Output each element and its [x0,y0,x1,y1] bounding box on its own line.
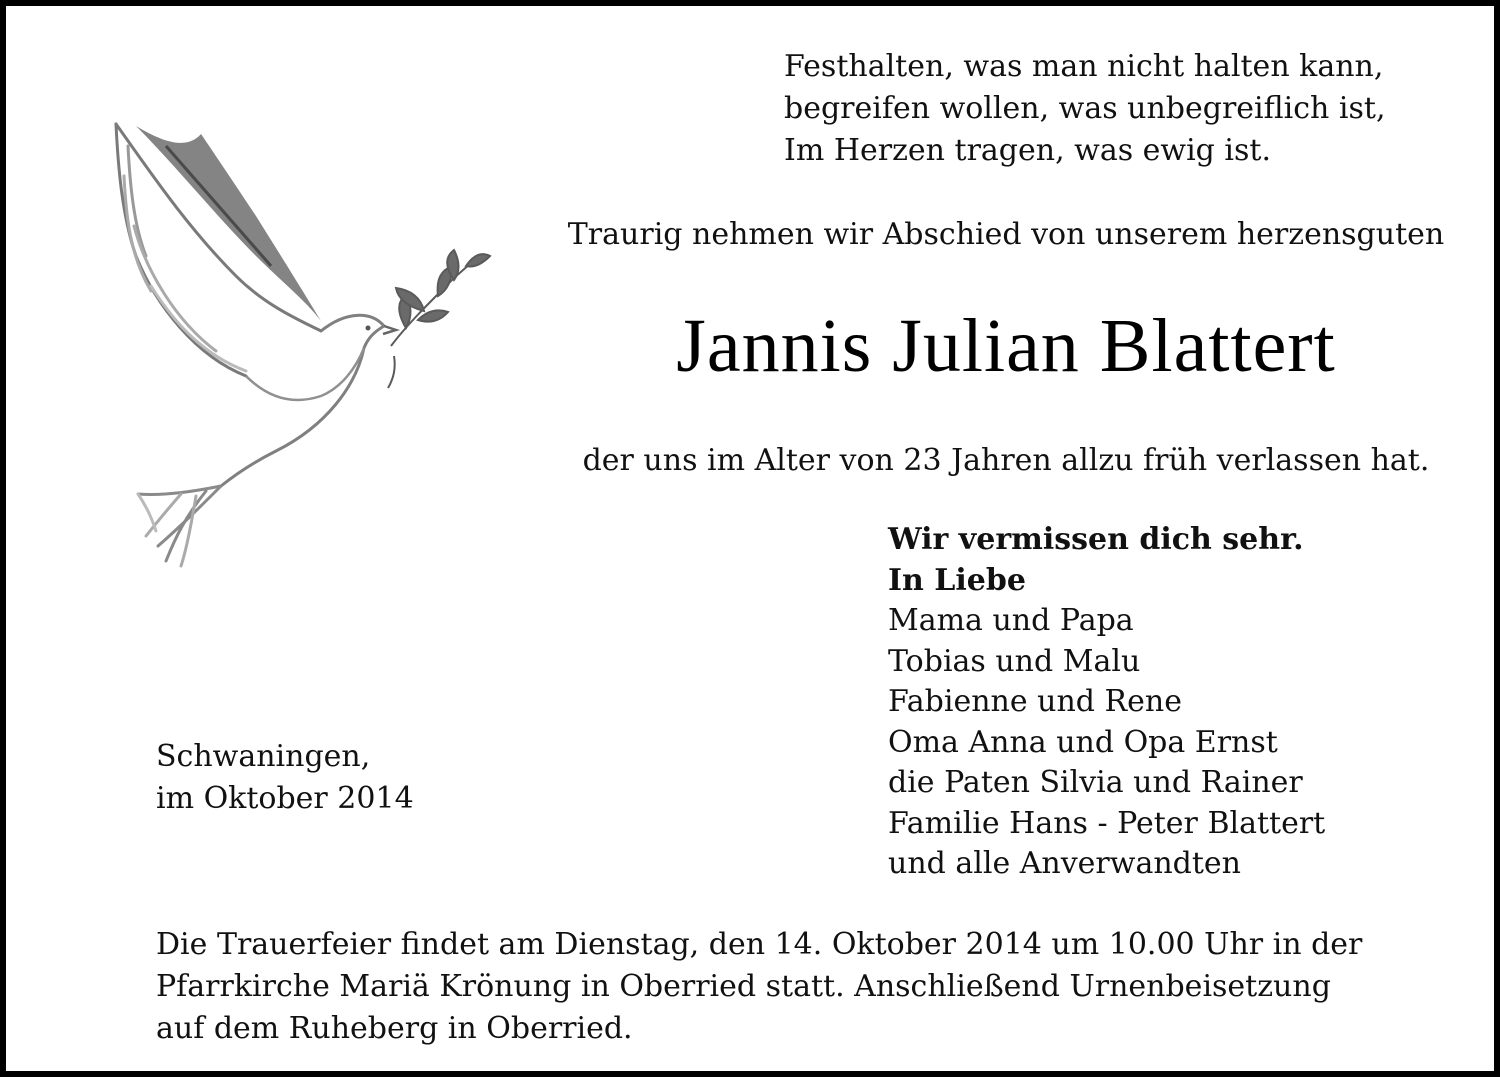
deceased-name: Jannis Julian Blattert [676,304,1336,388]
farewell-intro: Traurig nehmen wir Abschied von unserem herzensguten [567,217,1445,252]
motto-line: Im Herzen tragen, was ewig ist. [784,133,1271,168]
signer-bold-line: In Liebe [888,562,1026,598]
funeral-line: auf dem Ruheberg in Oberried. [156,1011,633,1046]
signer-name: Oma Anna und Opa Ernst [888,724,1278,760]
place-and-date [156,736,556,820]
dove-with-olive-branch-icon [106,106,496,576]
motto-line: begreifen wollen, was unbegreiflich ist, [784,91,1386,126]
funeral-notice [156,924,1436,1050]
place-line: Schwaningen, [156,739,371,774]
signer-name: Familie Hans - Peter Blattert [888,805,1326,841]
signer-name: Tobias und Malu [888,643,1141,679]
signer-name: Mama und Papa [888,603,1134,638]
motto-line: Festhalten, was man nicht halten kann, [784,49,1384,84]
mourners-list [888,520,1448,885]
motto-verse [784,46,1424,172]
signer-name: und alle Anverwandten [888,846,1241,881]
funeral-line: Die Trauerfeier findet am Dienstag, den 14. Oktober 2014 um 10.00 Uhr in der [156,927,1363,962]
age-line: der uns im Alter von 23 Jahren allzu früh verlassen hat. [582,443,1430,478]
signer-bold-line: Wir vermissen dich sehr. [888,522,1304,557]
signer-name: die Paten Silvia und Rainer [888,765,1303,800]
signer-name: Fabienne und Rene [888,684,1182,719]
date-line: im Oktober 2014 [156,781,414,816]
funeral-line: Pfarrkirche Mariä Krönung in Oberried statt. Anschließend Urnenbeisetzung [156,969,1331,1004]
